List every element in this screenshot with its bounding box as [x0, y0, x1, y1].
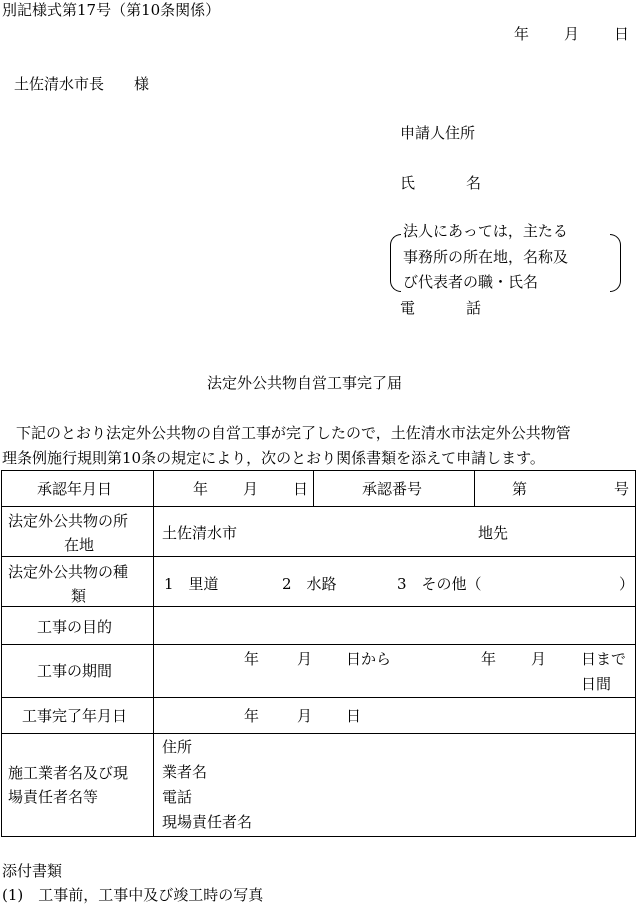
- period-label: 工事の期間: [37, 662, 113, 680]
- approval-date-month: 月: [243, 480, 259, 498]
- date-year: 年: [514, 25, 530, 43]
- corp-note-1: 法人にあっては，主たる: [403, 222, 568, 240]
- contractor-manager: 現場責任者名: [162, 813, 253, 831]
- contractor-address: 住所: [162, 738, 193, 756]
- period-days: 日間: [581, 675, 612, 693]
- corp-note-2: 事務所の所在地，名称及: [403, 248, 569, 266]
- period-end-month: 月: [531, 650, 547, 668]
- location-city: 土佐清水市: [162, 524, 238, 542]
- purpose-label: 工事の目的: [37, 618, 113, 636]
- type-option-close: ）: [619, 575, 635, 593]
- location-label-1: 法定外公共物の所: [8, 512, 129, 530]
- type-option-waterway: 2 水路: [282, 575, 337, 593]
- period-start-year: 年: [244, 650, 260, 668]
- right-bracket: [610, 234, 621, 292]
- period-from: 日から: [346, 650, 392, 668]
- applicant-address-label: 申請人住所: [400, 124, 476, 142]
- date-month: 月: [564, 25, 580, 43]
- contractor-name: 業者名: [162, 763, 208, 781]
- intro-line-1: 下記のとおり法定外公共物の自営工事が完了したので，土佐清水市法定外公共物管: [16, 424, 571, 442]
- contractor-label-2: 場責任者名等: [8, 788, 99, 806]
- period-until: 日まで: [581, 650, 627, 668]
- contractor-phone: 電話: [162, 788, 193, 806]
- approval-date-label: 承認年月日: [37, 480, 113, 498]
- type-label-1: 法定外公共物の種: [8, 563, 129, 581]
- attachments-heading: 添付書類: [2, 862, 63, 880]
- date-day: 日: [614, 25, 630, 43]
- attachments-item-1: (1) 工事前，工事中及び竣工時の写真: [2, 886, 264, 904]
- type-label-2: 類: [71, 587, 87, 605]
- document-title: 法定外公共物自営工事完了届: [207, 374, 403, 392]
- completion-month: 月: [297, 707, 313, 725]
- applicant-name-label-2: 名: [466, 174, 482, 192]
- location-label-2: 在地: [64, 536, 95, 554]
- location-suffix: 地先: [478, 524, 509, 542]
- corp-note-3: び代表者の職・氏名: [403, 273, 539, 291]
- approval-no-suffix: 号: [614, 480, 630, 498]
- approval-date-year: 年: [193, 480, 209, 498]
- type-option-other: 3 その他（: [397, 575, 482, 593]
- completion-year: 年: [244, 707, 260, 725]
- period-start-month: 月: [297, 650, 313, 668]
- completion-day: 日: [346, 707, 362, 725]
- completion-label: 工事完了年月日: [22, 707, 128, 725]
- period-end-year: 年: [481, 650, 497, 668]
- approval-no-prefix: 第: [512, 480, 528, 498]
- left-bracket: [390, 234, 401, 292]
- intro-line-2: 理条例施行規則第10条の規定により，次のとおり関係書類を添えて申請します。: [2, 449, 545, 467]
- applicant-phone-label-1: 電: [400, 299, 416, 317]
- addressee: 土佐清水市長 様: [14, 75, 150, 93]
- form-label: 別記様式第17号（第10条関係）: [2, 1, 221, 19]
- approval-date-day: 日: [293, 480, 309, 498]
- approval-no-label: 承認番号: [362, 480, 423, 498]
- applicant-name-label-1: 氏: [400, 174, 416, 192]
- applicant-phone-label-2: 話: [466, 299, 482, 317]
- contractor-label-1: 施工業者名及び現: [8, 764, 129, 782]
- type-option-road: 1 里道: [164, 575, 219, 593]
